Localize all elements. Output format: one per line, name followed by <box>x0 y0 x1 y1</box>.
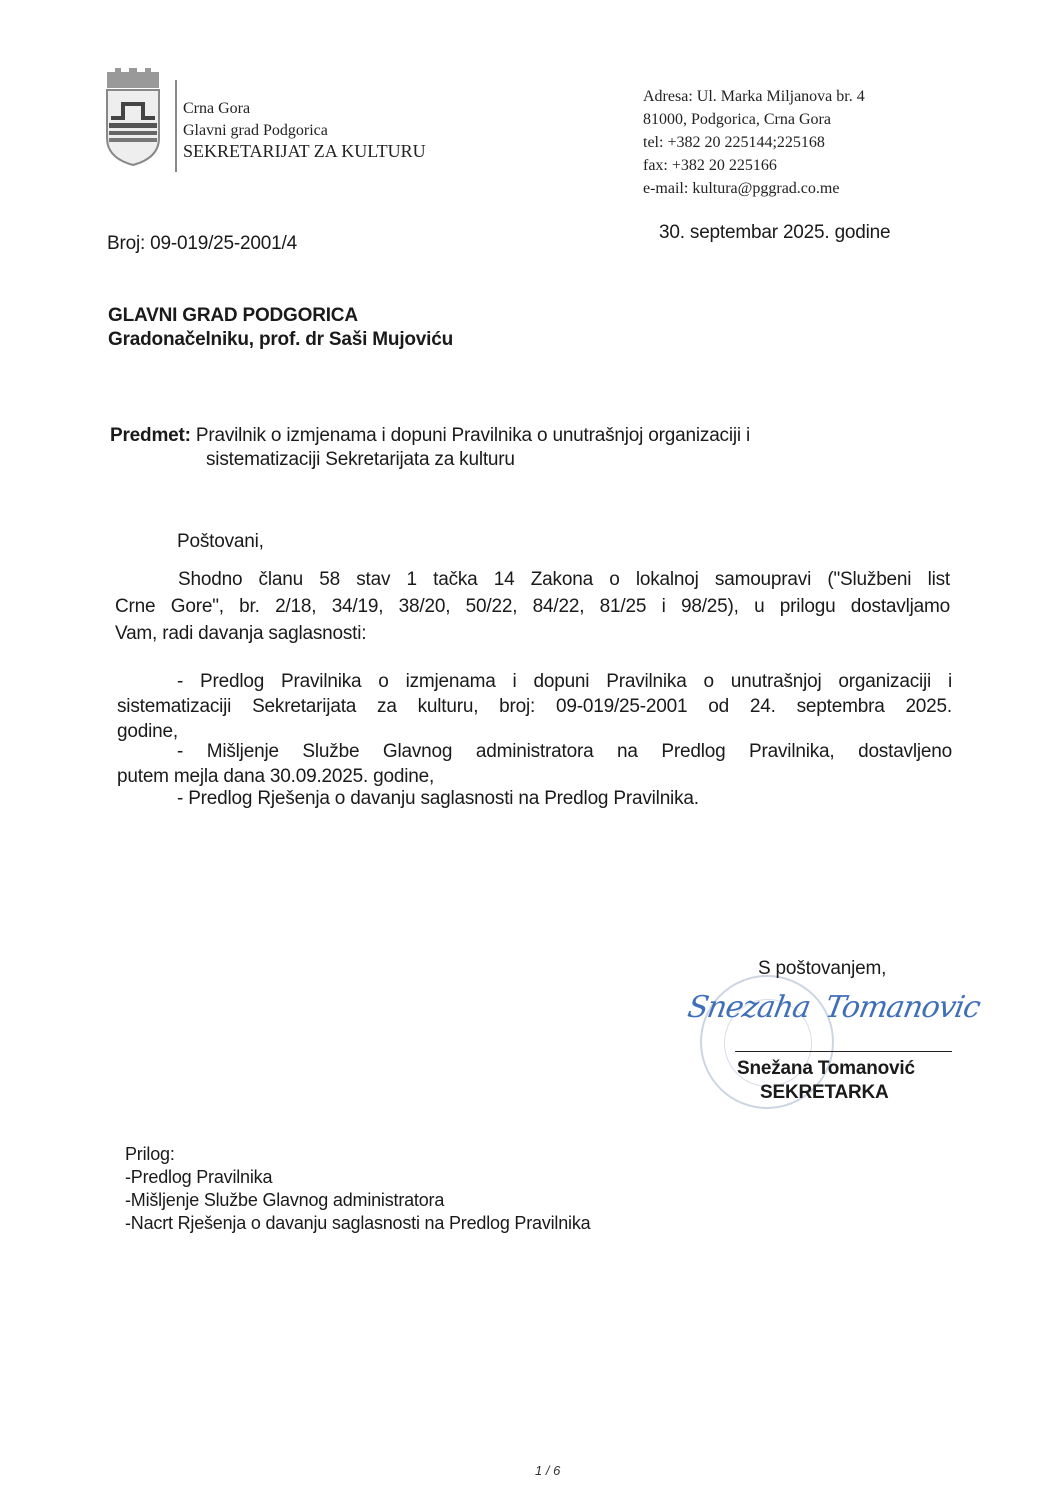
signature-line <box>735 1051 952 1052</box>
address-city: 81000, Podgorica, Crna Gora <box>643 111 831 128</box>
intro-paragraph <box>115 568 950 646</box>
organization-block <box>183 98 426 163</box>
subject-line-1: Pravilnik o izmjenama i dopuni Pravilnika o unutrašnjoj organizaciji i <box>195 425 751 446</box>
attachments <box>125 1143 590 1235</box>
attachment-item: -Predlog Pravilnika <box>125 1167 273 1187</box>
signatory-title: SEKRETARKA <box>760 1082 889 1103</box>
address-street: Adresa: Ul. Marka Miljanova br. 4 <box>643 88 865 105</box>
greeting: Poštovani, <box>177 531 264 552</box>
recipient-block <box>108 304 453 352</box>
address-block <box>643 85 865 200</box>
closing: S poštovanjem, <box>758 958 887 979</box>
subject-line-2: sistematizaciji Sekretarijata za kulturu <box>206 449 515 470</box>
list-item: - Predlog Rješenja o davanju saglasnosti na Predlog Pravilnika. <box>177 788 699 809</box>
para-line: Crne Gore", br. 2/18, 34/19, 38/20, 50/22, 84/22, 81/25 i 98/25), u prilogu dostavljamo <box>115 596 950 617</box>
org-country: Crna Gora <box>183 100 251 117</box>
list-item-cont: putem mejla dana 30.09.2025. godine, <box>117 766 435 787</box>
handwritten-signature: Snezaha Tomanovic <box>684 990 983 1025</box>
address-fax: fax: +382 20 225166 <box>643 157 777 174</box>
list-item-cont: sistematizaciji Sekretarijata za kulturu, broj: 09-019/25-2001 od 24. septembra 2025. <box>117 696 952 717</box>
attachments-label: Prilog: <box>125 1144 175 1164</box>
attachment-item: -Nacrt Rješenja o davanju saglasnosti na Predlog Pravilnika <box>125 1213 591 1233</box>
list-item: - Predlog Pravilnika o izmjenama i dopuni Pravilnika o unutrašnjoj organizaciji i <box>177 671 952 692</box>
header-divider <box>175 80 177 172</box>
document-date: 30. septembar 2025. godine <box>659 222 891 243</box>
recipient-person: Gradonačelniku, prof. dr Saši Mujoviću <box>108 329 454 350</box>
org-city: Glavni grad Podgorica <box>183 121 328 139</box>
org-department: SEKRETARIJAT ZA KULTURU <box>183 141 426 161</box>
signatory-name: Snežana Tomanović <box>737 1058 915 1079</box>
list-item-cont: godine, <box>117 721 178 742</box>
reference-number: Broj: 09-019/25-2001/4 <box>107 233 297 254</box>
para-line: Vam, radi davanja saglasnosti: <box>115 623 367 644</box>
enclosure-list <box>117 670 952 811</box>
coat-of-arms-logo <box>103 68 163 171</box>
page-number: 1 / 6 <box>535 1463 561 1478</box>
list-item: - Mišljenje Službe Glavnog administratora na Predlog Pravilnika, dostavljeno <box>177 741 952 762</box>
subject-label: Predmet: <box>110 425 191 446</box>
para-line: Shodno članu 58 stav 1 tačka 14 Zakona o lokalnoj samoupravi ("Službeni list <box>178 569 950 590</box>
attachment-item: -Mišljenje Službe Glavnog administratora <box>125 1190 445 1210</box>
subject <box>110 424 750 472</box>
address-tel: tel: +382 20 225144;225168 <box>643 134 825 151</box>
recipient-org: GLAVNI GRAD PODGORICA <box>108 305 358 326</box>
address-email: e-mail: kultura@pggrad.co.me <box>643 180 840 197</box>
